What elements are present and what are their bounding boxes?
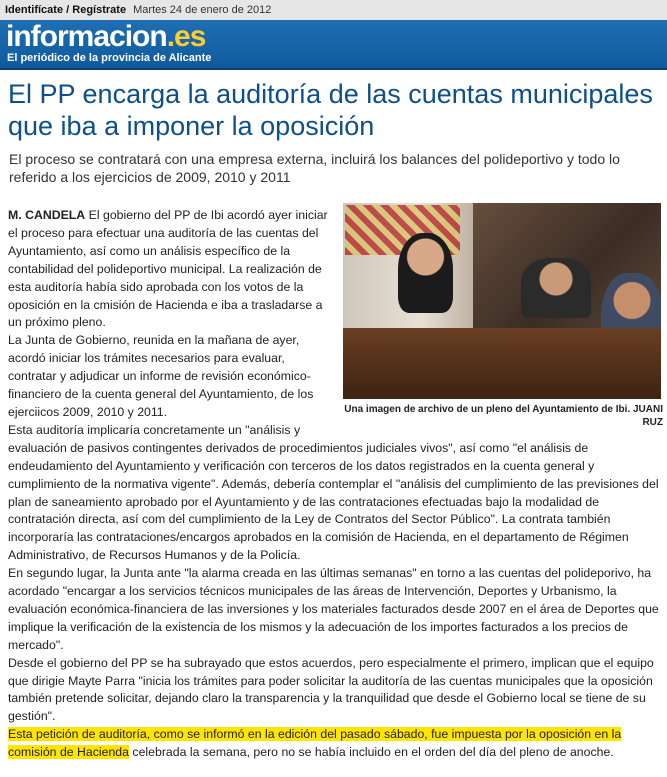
article-figure [343,203,663,429]
site-tagline: El periódico de la provincia de Alicante [7,52,212,64]
current-date: Martes 24 de enero de 2012 [133,4,272,16]
paragraph-5: Desde el gobierno del PP se ha subrayado que estos acuerdos, pero especialmente el primero, implican que el equipo que dirigie Mayte Parra "inicia los trámites para poder solicitar la auditoría de las cuentas municipales que la oposición también pretende solicitar, dejando claro la transparencia y la tranquilidad que desde el Gobierno local se tiene de su gestión". [8,655,654,724]
paragraph-1-text: El gobierno del PP de Ibi acordó ayer iniciar el proceso para efectuar una auditoría de las cuentas del Ayuntamiento, así como un análisis específico de la contabilidad del polideportivo municipal. La realización de esta auditoría había sido aprobada con los votos de la oposición en la cmisión de Hacienda e iba a trasladarse a un próximo pleno. [8,208,328,330]
paragraph-4: En segundo lugar, la Junta ante "la alarma creada en las últimas semanas" en torno a las cuentas del polideporivo, ha acordado "encargar a los servicios técnicos municipales de las áreas de Intervención, Deportes y Urbanismo, la evaluación económica-financiera de las inversiones y los materiales facturados desde 2007 en el área de Deportes que implique la verificación de la existencia de los mismos y la adecuación de los importes facturados a los precios de mercado". [8,566,659,652]
topbar-separator: / [66,4,70,16]
article-headline: El PP encarga la auditoría de las cuentas municipales que iba a imponer la oposición [8,79,653,141]
photo-caption: Una imagen de archivo de un pleno del Ayuntamiento de Ibi. JUANI RUZ [344,404,663,428]
byline: M. CANDELA [8,208,86,222]
highlighted-text: Esta petición de auditoría, como se informó en la edición del pasado sábado, fue impuesta por la oposición en la comisión de Hacienda [8,727,622,760]
paragraph-6 [8,726,663,762]
masthead [0,20,667,70]
article-deck: El proceso se contratará con una empresa externa, incluirá los balances del polideportivo y todo lo referido a los ejercicios de 2009, 2010 y 2011 [9,151,620,185]
login-link[interactable]: Identifícate [5,4,64,16]
paragraph-6-rest: celebrada la semana, pero no se había incluido en el orden del día del pleno de anoche. [129,745,614,760]
top-bar [0,0,667,20]
council-meeting-photo[interactable] [343,203,661,399]
photo-person-speaker [398,233,453,313]
paragraph-3: Esta auditoría implicaría concretamente un "análisis y evaluación de pasivos contingentes derivados de procedimientos judiciales vivos", así como "el análisis de endeudamiento del Ayuntamiento y verificación con terceros de los datos registrados en la cuenta general y cumplimiento de la normativa vigente". Además, debería contemplar el "análisis del cumplimiento de las previsiones del plan de saneamiento aprobado por el Ayuntamiento y de las contrataciones efectuadas bajo la modalidad de contratación directa, así com del cumplimiento de la Ley de Contratos del Sector Público". La contrata también incorporaría las contrataciones/encargos aprobados en la comisión de Hacienda, en el departamento de Régimen Administrativo, de Recursos Humanos y de la Policía. [8,422,659,563]
site-logo[interactable] [6,20,205,54]
photo-person-center [521,258,591,318]
paragraph-2: La Junta de Gobierno, reunida en la mañana de ayer, acordó iniciar los trámites necesarios para evaluar, contratar y adjudicar un informe de revisión económico-financiero de la cuenta general del Ayuntamiento, de los ejerciicos 2009, 2010 y 2011. [8,333,314,419]
logo-main: informacion [6,20,167,53]
logo-tld: .es [166,20,206,53]
article-body [8,207,663,762]
photo-desk [343,328,661,399]
register-link[interactable]: Regístrate [72,4,127,16]
